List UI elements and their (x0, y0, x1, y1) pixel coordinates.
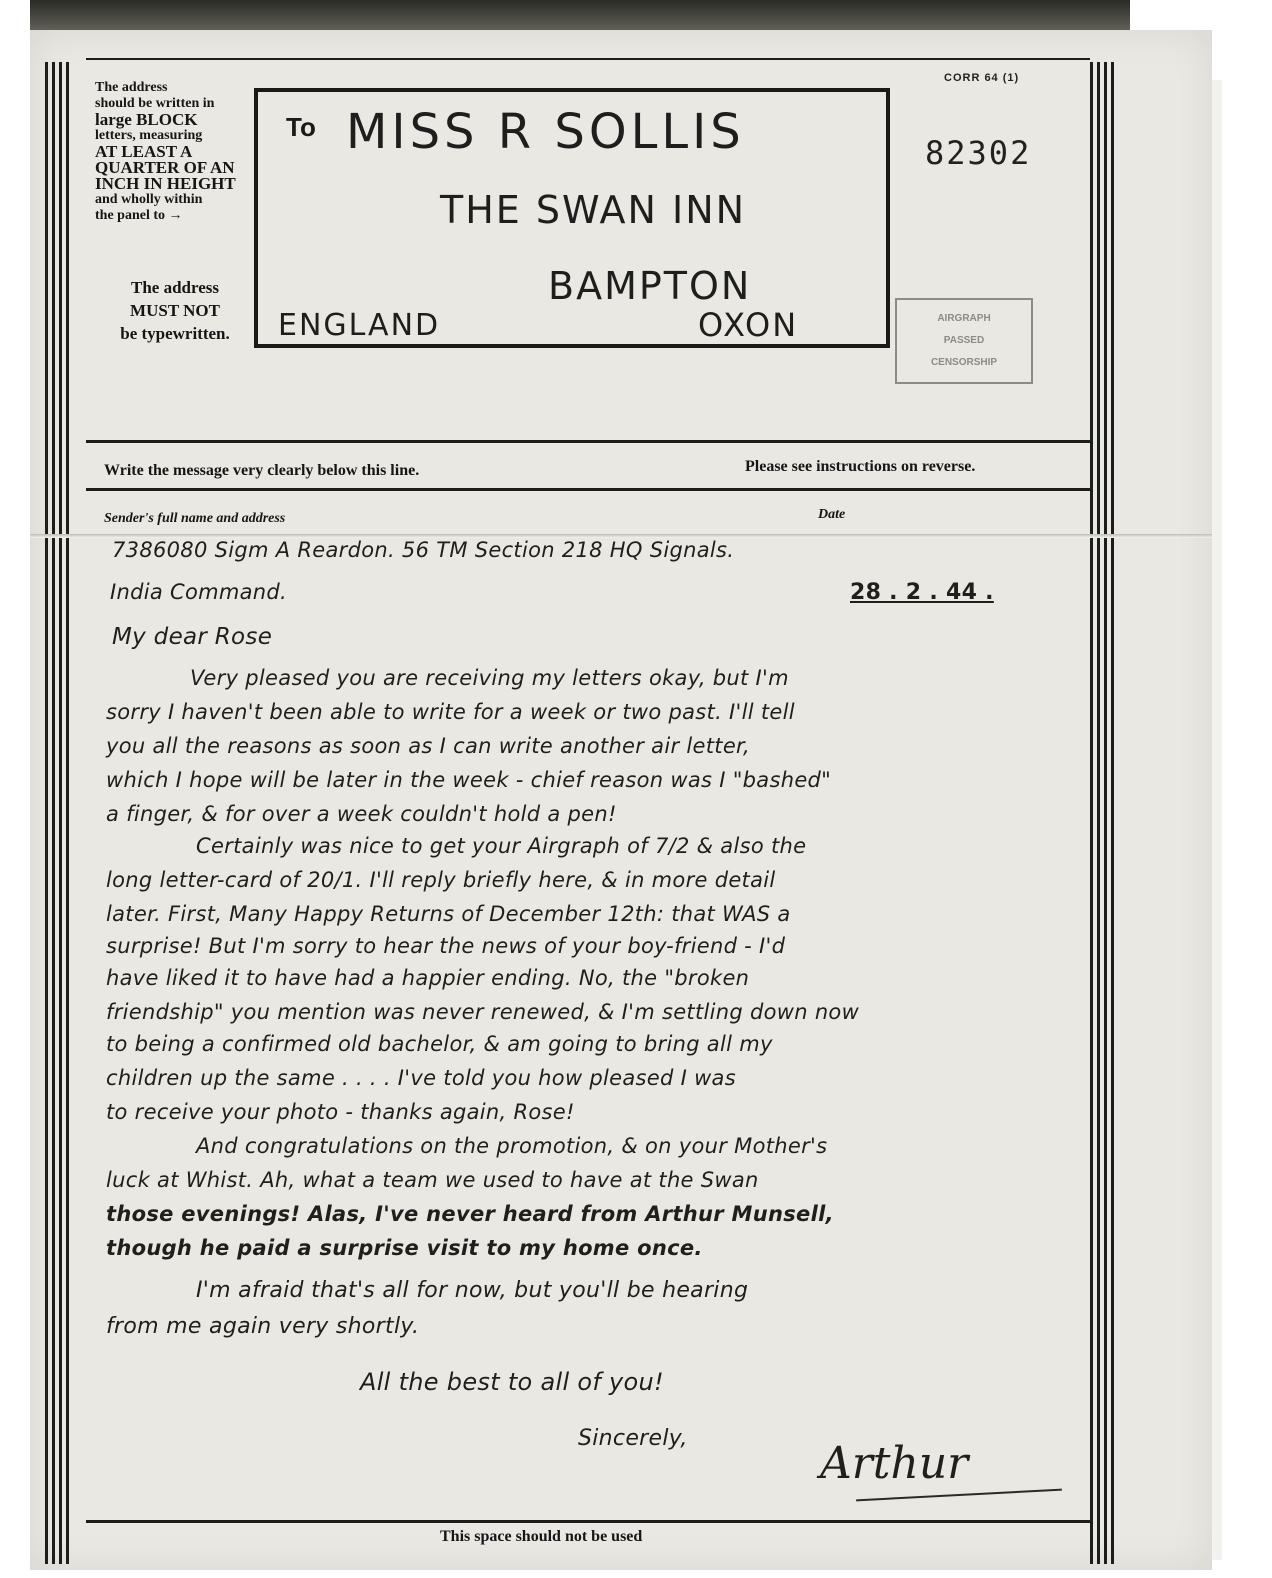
paper-edge (1212, 80, 1222, 1560)
body-line: I'm afraid that's all for now, but you'll be hearing (196, 1278, 749, 1303)
signature: Arthur (820, 1438, 969, 1489)
sender-label: Sender's full name and address (104, 511, 286, 526)
message-band-bottom (86, 488, 1090, 491)
to-label: To (286, 112, 316, 142)
stamp-line: PASSED (943, 335, 985, 346)
typewriter-warning (100, 276, 250, 345)
form-code: CORR 64 (1) (944, 72, 1020, 84)
see-reverse-instruction: Please see instructions on reverse. (745, 458, 976, 475)
letter-date: 28 . 2 . 44 . (850, 580, 994, 605)
instruction-line: AT LEAST A (95, 142, 193, 161)
instruction-line: should be written in (95, 96, 215, 111)
footer-note: This space should not be used (440, 1528, 643, 1545)
body-line: though he paid a surprise visit to my home once. (106, 1236, 703, 1260)
recipient-country: ENGLAND (278, 308, 441, 343)
stamp-line: CENSORSHIP (930, 357, 998, 368)
address-instructions (95, 80, 251, 224)
body-line: friendship" you mention was never renewed, & I'm settling down now (106, 1000, 860, 1024)
body-line: luck at Whist. Ah, what a team we used to have at the Swan (106, 1168, 759, 1192)
warning-line: be typewritten. (120, 324, 230, 343)
body-line: you all the reasons as soon as I can write another air letter, (106, 734, 751, 758)
body-line: those evenings! Alas, I've never heard from Arthur Munsell, (106, 1202, 834, 1226)
body-line: to being a confirmed old bachelor, & am going to bring all my (106, 1032, 773, 1056)
footer-rule (86, 1520, 1090, 1523)
message-band-top (86, 440, 1090, 443)
body-line: to receive your photo - thanks again, Rose! (106, 1100, 575, 1124)
recipient-inn: THE SWAN INN (440, 188, 747, 232)
instruction-line: letters, measuring (95, 128, 203, 143)
warning-line: MUST NOT (130, 301, 220, 320)
recipient-name: MISS R SOLLIS (346, 104, 745, 160)
date-label: Date (818, 507, 846, 522)
body-line: long letter-card of 20/1. I'll reply briefly here, & in more detail (106, 868, 776, 892)
body-line: Certainly was nice to get your Airgraph of 7/2 & also the (196, 834, 807, 858)
write-below-instruction: Write the message very clearly below this line. (104, 462, 420, 479)
body-line: have liked it to have had a happier ending. No, the "broken (106, 966, 750, 990)
sender-address-line: India Command. (110, 580, 288, 604)
instruction-line: QUARTER OF AN (95, 158, 235, 177)
instruction-line: The address (95, 80, 168, 95)
instruction-line: the panel to → (95, 208, 183, 223)
instruction-line: large BLOCK (95, 110, 198, 129)
sender-address-line: 7386080 Sigm A Reardon. 56 TM Section 218 HQ Signals. (112, 538, 735, 562)
body-line: And congratulations on the promotion, & on your Mother's (196, 1134, 828, 1158)
recipient-town: BAMPTON (548, 264, 752, 308)
recipient-county: OXON (698, 306, 799, 344)
closing-line: All the best to all of you! (360, 1368, 664, 1396)
body-line: later. First, Many Happy Returns of December 12th: that WAS a (106, 902, 791, 926)
header-top-rule (86, 58, 1090, 60)
stamp-line: AIRGRAPH (937, 313, 991, 324)
instruction-line: and wholly within (95, 192, 203, 207)
right-border-rules (1090, 62, 1116, 1564)
valediction: Sincerely, (578, 1426, 688, 1451)
serial-number: 82302 (925, 134, 1032, 172)
body-line: a finger, & for over a week couldn't hold a pen! (106, 802, 617, 826)
body-line: children up the same . . . . I've told you how pleased I was (106, 1066, 736, 1090)
body-line: sorry I haven't been able to write for a week or two past. I'll tell (106, 700, 795, 724)
body-line: Very pleased you are receiving my letters okay, but I'm (190, 666, 789, 690)
body-line: surprise! But I'm sorry to hear the news of your boy-friend - I'd (106, 934, 786, 958)
body-line: from me again very shortly. (106, 1314, 420, 1339)
left-border-rules (45, 62, 71, 1564)
censor-stamp (895, 298, 1033, 384)
body-line: which I hope will be later in the week - chief reason was I "bashed" (106, 768, 832, 792)
warning-line: The address (130, 278, 219, 297)
instruction-line: INCH IN HEIGHT (95, 174, 236, 193)
greeting: My dear Rose (112, 624, 273, 650)
